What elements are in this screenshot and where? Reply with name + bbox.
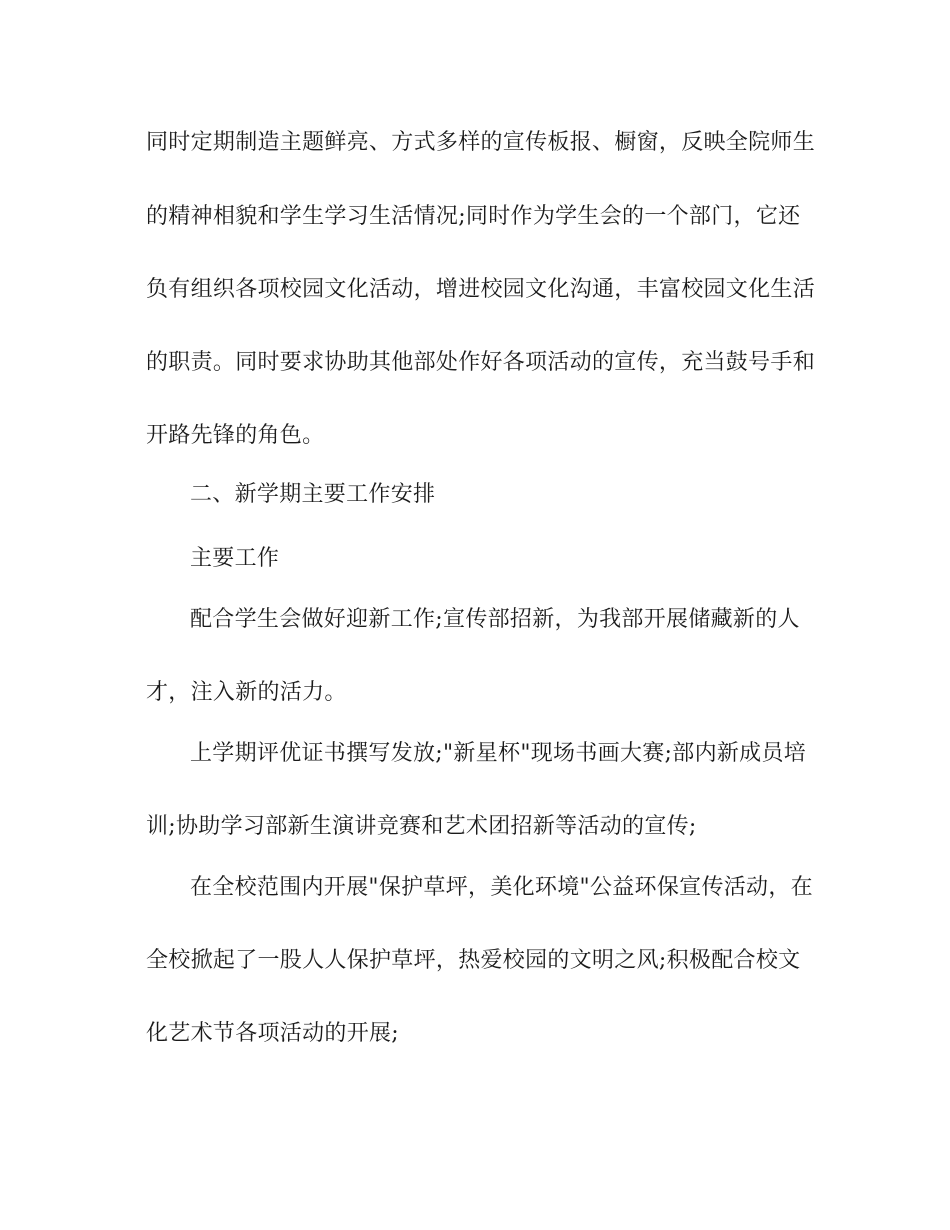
paragraph-line: 上学期评优证书撰写发放;"新星杯"现场书画大赛;部内新成员培 (190, 741, 807, 766)
section-heading: 二、新学期主要工作安排 (190, 482, 436, 507)
paragraph-line: 化艺术节各项活动的开展; (146, 1021, 400, 1046)
paragraph-line: 训;协助学习部新生演讲竞赛和艺术团招新等活动的宣传; (146, 814, 697, 839)
paragraph-line: 的精神相貌和学生学习生活情况;同时作为学生会的一个部门，它还 (146, 204, 801, 229)
paragraph-line: 全校掀起了一股人人保护草坪，热爱校园的文明之风;积极配合校文 (146, 948, 801, 973)
subsection-heading: 主要工作 (190, 546, 280, 571)
paragraph-line: 的职责。同时要求协助其他部处作好各项活动的宣传，充当鼓号手和 (146, 350, 816, 375)
paragraph-line: 配合学生会做好迎新工作;宣传部招新，为我部开展储藏新的人 (190, 607, 800, 632)
paragraph-line: 同时定期制造主题鲜亮、方式多样的宣传板报、橱窗，反映全院师生 (146, 130, 816, 155)
paragraph-line: 负有组织各项校园文化活动，增进校园文化沟通，丰富校园文化生活 (146, 277, 816, 302)
paragraph-line: 才，注入新的活力。 (146, 680, 347, 705)
paragraph-line: 开路先锋的角色。 (146, 423, 325, 448)
paragraph-line: 在全校范围内开展"保护草坪，美化环境"公益环保宣传活动，在 (190, 875, 813, 900)
